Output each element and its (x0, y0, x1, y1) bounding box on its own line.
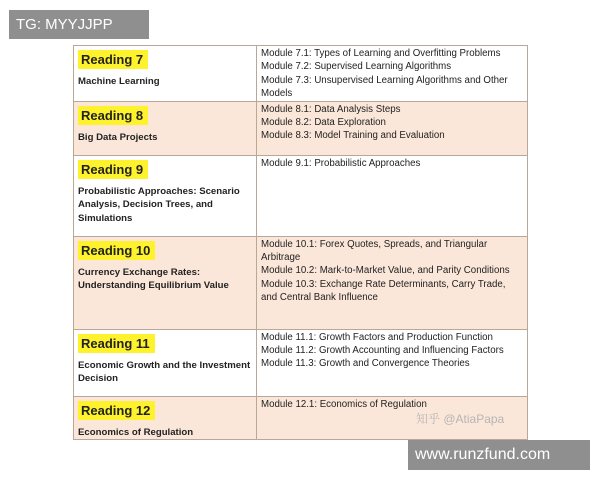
module-item: Module 10.2: Mark-to-Market Value, and Parity Conditions (261, 265, 510, 277)
reading-cell (74, 236, 257, 329)
module-item: Module 9.1: Probabilistic Approaches (261, 157, 421, 169)
reading-cell (74, 396, 257, 440)
watermark: 知乎 @AtiaPapa (416, 412, 505, 426)
module-item: Module 8.3: Model Training and Evaluation (261, 130, 445, 142)
tg-overlay-badge: TG: MYYJJPP (9, 10, 149, 39)
reading-number: Reading 10 (78, 241, 155, 260)
module-item: Module 11.1: Growth Factors and Production Function (261, 331, 493, 343)
table-row (74, 101, 528, 155)
module-item: Module 7.3: Unsupervised Learning Algorithms and Other Models (261, 74, 508, 100)
modules-cell (257, 329, 528, 396)
reading-cell (74, 101, 257, 155)
reading-title: Probabilistic Approaches: Scenario Analysis, Decision Trees, and Simulations (78, 185, 240, 224)
modules-cell (257, 155, 528, 236)
table-row (74, 155, 528, 236)
reading-cell (74, 329, 257, 396)
reading-title: Big Data Projects (78, 131, 158, 143)
module-item: Module 10.1: Forex Quotes, Spreads, and Triangular Arbitrage (261, 238, 488, 264)
reading-number: Reading 8 (78, 106, 148, 125)
module-item: Module 12.1: Economics of Regulation (261, 398, 427, 410)
table-row (74, 46, 528, 102)
module-item: Module 11.2: Growth Accounting and Influencing Factors (261, 345, 504, 357)
reading-cell (74, 155, 257, 236)
reading-number: Reading 11 (78, 334, 155, 353)
reading-title: Economic Growth and the Investment Decision (78, 359, 251, 385)
module-item: Module 7.2: Supervised Learning Algorithms (261, 61, 452, 73)
modules-cell (257, 101, 528, 155)
readings-table (73, 45, 528, 440)
module-item: Module 8.2: Data Exploration (261, 117, 386, 129)
modules-cell (257, 46, 528, 102)
table-row (74, 329, 528, 396)
reading-title: Currency Exchange Rates: Understanding Equilibrium Value (78, 266, 229, 292)
reading-title: Economics of Regulation (78, 426, 194, 438)
table-row (74, 236, 528, 329)
reading-number: Reading 7 (78, 50, 148, 69)
reading-cell (74, 46, 257, 102)
site-overlay-badge: www.runzfund.com (408, 440, 590, 470)
module-item: Module 8.1: Data Analysis Steps (261, 103, 401, 115)
reading-number: Reading 9 (78, 160, 148, 179)
reading-title: Machine Learning (78, 76, 160, 87)
reading-number: Reading 12 (78, 401, 155, 420)
module-item: Module 11.3: Growth and Convergence Theories (261, 358, 470, 370)
module-item: Module 7.1: Types of Learning and Overfitting Problems (261, 48, 501, 59)
modules-cell (257, 236, 528, 329)
module-item: Module 10.3: Exchange Rate Determinants, Carry Trade, and Central Bank Influence (261, 278, 506, 304)
